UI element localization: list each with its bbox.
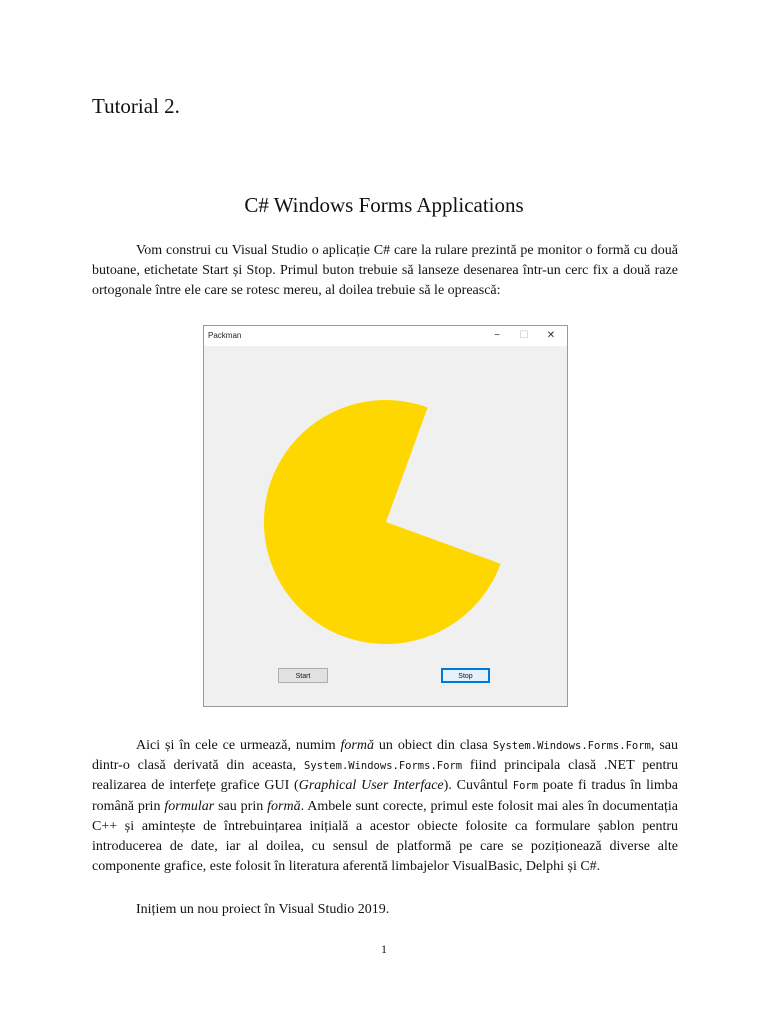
- project-text: Inițiem un nou proiect în Visual Studio 2019.: [136, 902, 390, 917]
- packman-window: [203, 325, 568, 707]
- packman-pie-canvas: [204, 346, 567, 646]
- stop-button[interactable]: Stop: [441, 668, 490, 683]
- text-run: ). Cuvântul: [443, 778, 513, 794]
- document-title: C# Windows Forms Applications: [244, 193, 524, 217]
- italic-term: Graphical User Interface: [298, 778, 444, 794]
- text-run: sau prin: [214, 798, 268, 814]
- intro-text: Vom construi cu Visual Studio o aplicație C# care la rulare prezintă pe monitor o formă cu două butoane, etichetate Start și Stop. Primul buton trebuie să lanseze desenarea într-un cerc fix a două raze ortogonale între ele care se rotesc mereu, al doilea trebuie să le oprească:: [92, 243, 678, 299]
- close-icon[interactable]: ✕: [546, 330, 556, 341]
- window-titlebar: [204, 326, 567, 346]
- text-run: fiind principala clasă .NET pentru realizarea de interfețe grafice GUI (: [92, 758, 679, 794]
- text-run: Aici și în cele ce urmează, numim: [136, 738, 341, 753]
- page-number: 1: [381, 942, 387, 956]
- intro-paragraph: [92, 241, 678, 302]
- code-term: System.Windows.Forms.Form: [304, 760, 463, 773]
- body-paragraph: [92, 736, 678, 877]
- packman-pie: [264, 400, 501, 644]
- project-paragraph: [92, 900, 678, 920]
- italic-term: formă: [340, 738, 374, 753]
- text-run: un obiect din clasa: [373, 738, 493, 753]
- start-button[interactable]: Start: [278, 668, 328, 683]
- italic-term: formă: [267, 798, 301, 814]
- text-run: , sau dintr-o clasă derivată din aceasta,: [92, 738, 678, 774]
- italic-term: formular: [164, 798, 215, 814]
- window-title: Packman: [208, 331, 242, 340]
- text-run: poate fi tradus în limba română prin: [92, 778, 679, 814]
- text-run: . Ambele sunt corecte, primul este folosit mai ales în documentația C++ și amintește de întrebuințarea inițială a acestor obiecte folosite ca formulare șablon pentru introducerea de date, iar al doilea, cu sensul de platformă pe care se poziționează diverse alte componente grafice, este folosit în literatura aferentă limbajelor VisualBasic, Delphi și C#.: [92, 798, 678, 875]
- tutorial-heading: Tutorial 2.: [92, 94, 180, 118]
- minimize-icon[interactable]: −: [494, 330, 500, 341]
- code-term: System.Windows.Forms.Form: [492, 740, 651, 752]
- code-term: Form: [512, 780, 539, 793]
- maximize-icon[interactable]: ☐: [519, 330, 529, 341]
